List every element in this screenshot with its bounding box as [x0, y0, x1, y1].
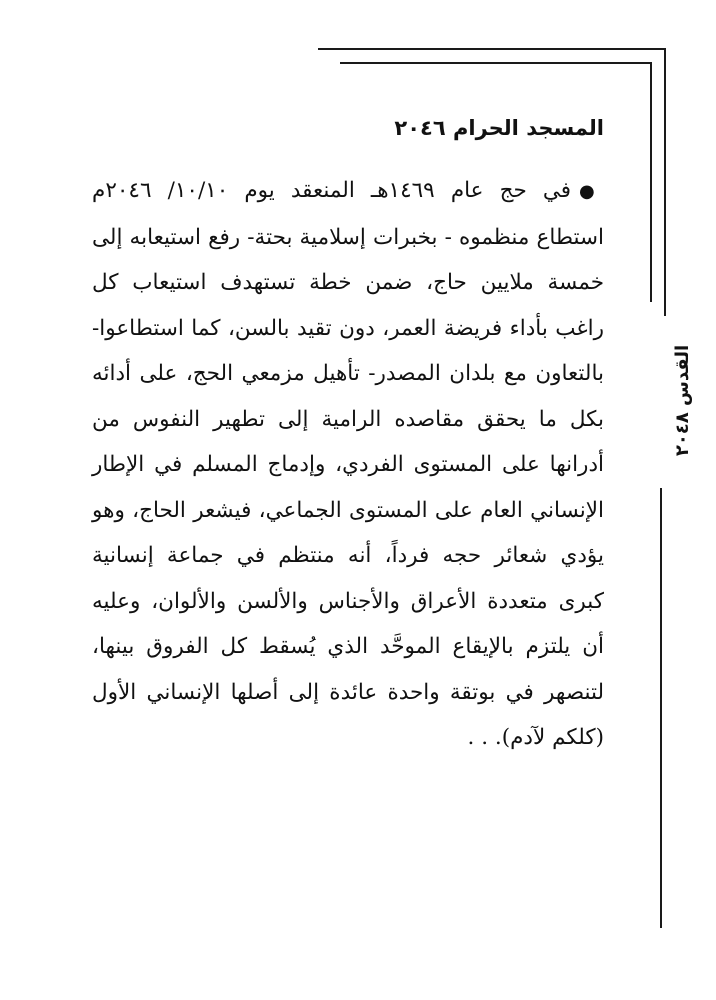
page-title: المسجد الحرام ٢٠٤٦ — [394, 116, 604, 140]
frame-right-lower-line — [660, 488, 662, 928]
article-paragraph — [92, 168, 604, 761]
frame-right-inner-line — [650, 62, 652, 302]
frame-top-inner-line — [340, 62, 652, 64]
bullet-icon: ● — [579, 181, 604, 202]
frame-top-line — [318, 48, 666, 50]
frame-right-outer-line — [664, 48, 666, 316]
paragraph-text: في حج عام ١٤٦٩هـ المنعقد يوم ١٠/١٠/ ٢٠٤٦م استطاع منظموه - بخبرات إسلامية بحتة- رفع استيعابه إلى خمسة ملايين حاج، ضمن خطة تستهدف استيعاب كل راغب بأداء فريضة العمر، دون تقيد بالسن، كما استطاعوا- بالتعاون مع بلدان المصدر- تأهيل مزمعي الحج، على أدائه بكل ما يحقق مقاصده الرامية إلى تطهير النفوس من أدرانها على المستوى الفردي، وإدماج المسلم في الإطار الإنساني العام على المستوى الجماعي، فيشعر الحاج، وهو يؤدي شعائر حجه فرداً، أنه منتظم في جماعة إنسانية كبرى متعددة الأعراق والأجناس والألسن والألوان، وعليه أن يلتزم بالإيقاع الموحَّد الذي يُسقط كل الفروق بينها، لتنصهر في بوتقة واحدة عائدة إلى أصلها الإنساني الأول (كلكم لآدم). . . — [92, 178, 604, 750]
running-header — [666, 315, 700, 485]
article — [92, 108, 604, 761]
running-header-text: القدس ٢٠٤٨ — [672, 344, 694, 456]
